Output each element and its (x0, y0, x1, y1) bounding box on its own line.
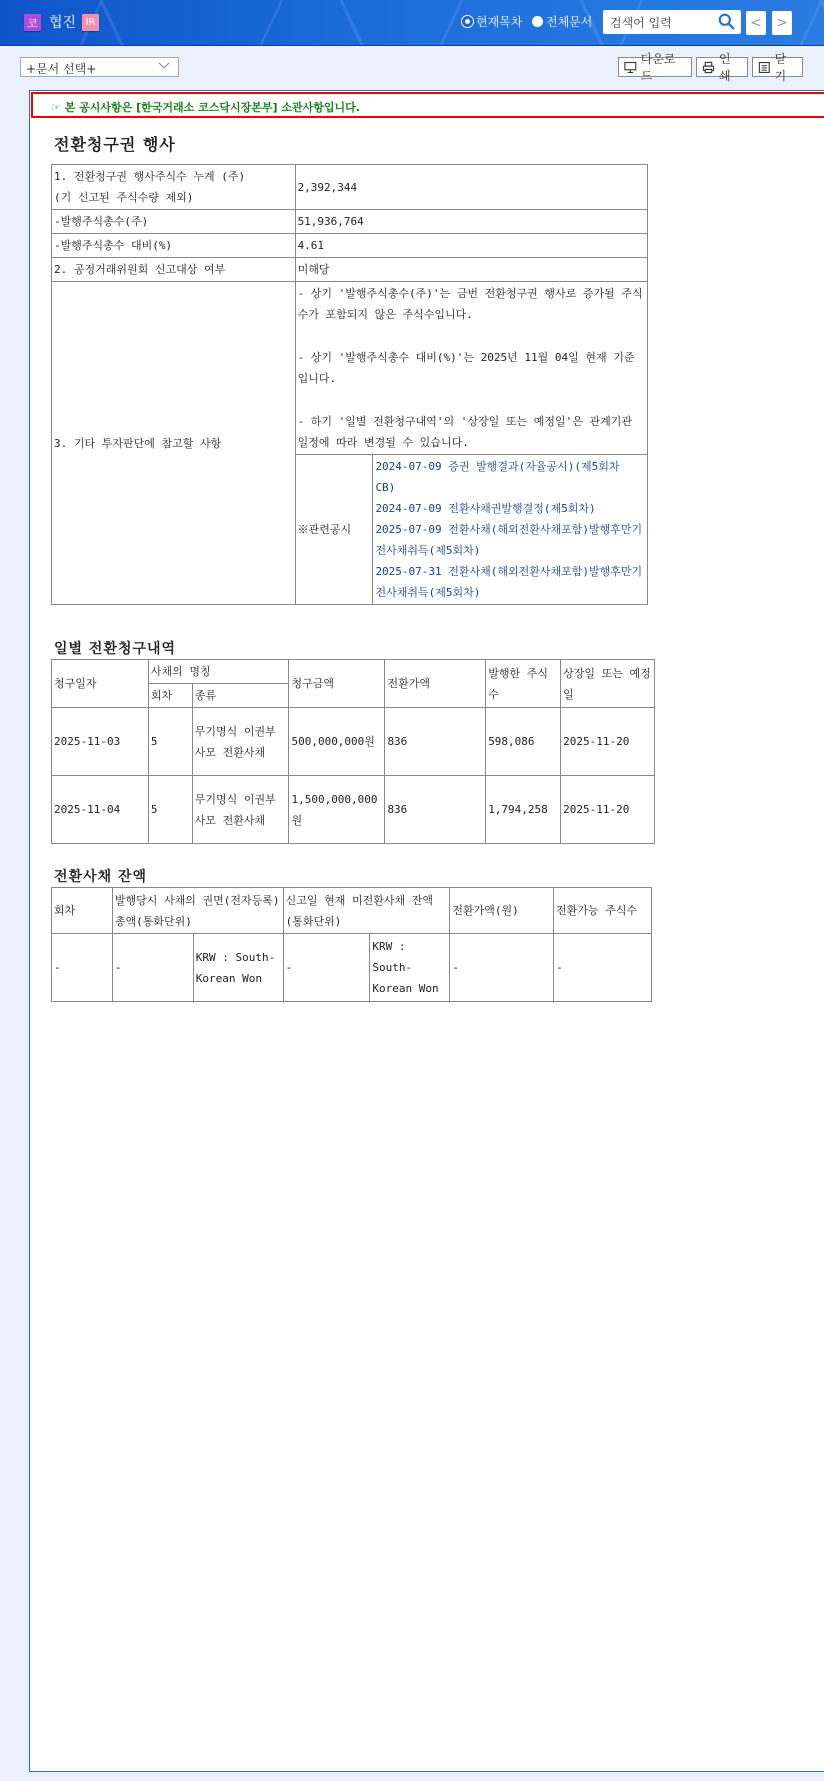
note-3: - 하기 '일별 전환청구내역'의 '상장일 또는 예정일'은 관계기관 일정에 따라 변경될 수 있습니다. (297, 415, 633, 449)
col-conversion-price: 전환가액 (385, 660, 486, 708)
kosdaq-badge: 코 (24, 14, 41, 31)
cell-amount: 500,000,000원 (289, 708, 385, 776)
col-kind: 종류 (192, 684, 289, 708)
cell-listing: 2025-11-20 (561, 708, 655, 776)
col-request-amount: 청구금액 (289, 660, 385, 708)
download-button[interactable] (618, 52, 692, 83)
table-row (52, 234, 648, 258)
jurisdiction-notice: ☞ 본 공시사항은 [한국거래소 코스닥시장본부] 소관사항입니다. (31, 92, 824, 118)
table-row (52, 210, 648, 234)
cell-amount: 1,500,000,000원 (289, 776, 385, 844)
related-disclosures-label: ※관련공시 (295, 455, 373, 605)
cell-price: 836 (385, 708, 486, 776)
total-shares-value: 51,936,764 (295, 210, 647, 234)
table-row (52, 282, 648, 455)
related-disclosure-link[interactable]: 2025-07-09 전환사채(해외전환사채포함)발행후만기전사채취득(제5회차) (375, 523, 643, 557)
document-select-value: +문서 선택+ (26, 62, 97, 76)
cumulative-shares-label: 1. 전환청구권 행사주식수 누계 (주) (기 신고된 주식수량 제외) (52, 165, 296, 210)
top-header (0, 0, 824, 46)
related-disclosures-list (373, 455, 648, 605)
col-round: 회차 (148, 684, 192, 708)
cell-round: 5 (148, 708, 192, 776)
table-header-row (52, 660, 655, 684)
print-label: 인쇄 (718, 52, 731, 83)
cell-issued-currency: KRW : South-Korean Won (193, 934, 283, 1002)
cell-date: 2025-11-03 (52, 708, 149, 776)
ratio-label: -발행주식총수 대비(%) (52, 234, 296, 258)
ftc-report-label: 2. 공정거래위원회 신고대상 여부 (52, 258, 296, 282)
summary-table (51, 164, 648, 605)
related-disclosure-link[interactable]: 2024-07-09 증권 발행결과(자율공시)(제5회차 CB) (375, 460, 620, 494)
search-placeholder: 검색어 입력 (610, 15, 672, 30)
balance-section-title: 전환사채 잔액 (54, 869, 148, 885)
search-icon[interactable] (718, 13, 735, 30)
radio-unselected-icon[interactable] (532, 16, 543, 27)
cell-round: 5 (148, 776, 192, 844)
cell-convertible: - (554, 934, 652, 1002)
company-name: 협진 (49, 15, 77, 31)
chevron-down-icon (158, 61, 170, 71)
table-header-row (52, 888, 652, 934)
search-input[interactable] (603, 10, 741, 34)
radio-all-label: 전체문서 (546, 15, 593, 29)
print-button[interactable] (696, 52, 748, 83)
cell-issued-amount: - (112, 934, 193, 1002)
table-row (52, 776, 655, 844)
other-notes-value (295, 282, 647, 455)
cell-kind: 무기명식 이권부 사모 전환사채 (192, 776, 289, 844)
close-button[interactable] (752, 52, 803, 83)
col-issued-shares: 발행한 주식수 (486, 660, 561, 708)
next-result-button[interactable]: > (772, 11, 792, 35)
ftc-report-value: 미해당 (295, 258, 647, 282)
cumulative-shares-value: 2,392,344 (295, 165, 647, 210)
col-issued-total: 발행당시 사채의 권면(전자등록)총액(통화단위) (112, 888, 283, 934)
radio-selected-icon[interactable] (462, 16, 473, 27)
radio-current-label: 현재목차 (476, 15, 523, 29)
col-round: 회차 (52, 888, 113, 934)
table-row (52, 708, 655, 776)
col-convertible-shares: 전환가능 주식수 (554, 888, 652, 934)
cell-remaining-currency: KRW : South-Korean Won (370, 934, 450, 1002)
radio-all-documents[interactable] (532, 13, 592, 30)
radio-current-toc[interactable] (462, 13, 522, 30)
cell-price: - (450, 934, 554, 1002)
monitor-icon (624, 61, 637, 74)
col-conversion-price: 전환가액(원) (450, 888, 554, 934)
cell-round: - (52, 934, 113, 1002)
table-row (52, 258, 648, 282)
related-disclosure-link[interactable]: 2024-07-09 전환사채권발행결정(제5회차) (375, 502, 596, 515)
daily-section-title: 일별 전환청구내역 (54, 641, 177, 657)
cell-date: 2025-11-04 (52, 776, 149, 844)
document-list-icon (758, 61, 771, 74)
cell-shares: 598,086 (486, 708, 561, 776)
page-title: 전환청구권 행사 (54, 135, 176, 154)
other-notes-label: 3. 기타 투자판단에 참고할 사항 (52, 282, 296, 605)
cb-balance-table (51, 887, 652, 1002)
document-select[interactable] (20, 57, 179, 77)
col-request-date: 청구일자 (52, 660, 149, 708)
cell-shares: 1,794,258 (486, 776, 561, 844)
note-1: - 상기 '발행주식총수(주)'는 금번 전환청구권 행사로 증가될 주식수가 포함되지 않은 주식수입니다. (297, 287, 643, 321)
daily-conversion-table (51, 659, 655, 844)
note-2: - 상기 '발행주식총수 대비(%)'는 2025년 11월 04일 현재 기준입니다. (297, 351, 635, 385)
prev-result-button[interactable]: < (746, 11, 766, 35)
printer-icon (702, 61, 715, 74)
related-disclosure-link[interactable]: 2025-07-31 전환사채(해외전환사채포함)발행후만기전사채취득(제5회차) (375, 565, 643, 599)
cell-listing: 2025-11-20 (561, 776, 655, 844)
ir-badge-button[interactable]: IR (82, 14, 99, 31)
ratio-value: 4.61 (295, 234, 647, 258)
cell-kind: 무기명식 이권부 사모 전환사채 (192, 708, 289, 776)
table-row (52, 934, 652, 1002)
download-label: 다운로드 (640, 52, 676, 83)
col-listing-date: 상장일 또는 예정일 (561, 660, 655, 708)
total-shares-label: -발행주식총수(주) (52, 210, 296, 234)
close-label: 닫기 (774, 52, 787, 83)
cell-remaining-amount: - (283, 934, 370, 1002)
col-bond-name: 사채의 명칭 (148, 660, 289, 684)
table-row (52, 165, 648, 210)
cell-price: 836 (385, 776, 486, 844)
col-remaining-balance: 신고일 현재 미전환사채 잔액 (통화단위) (283, 888, 450, 934)
